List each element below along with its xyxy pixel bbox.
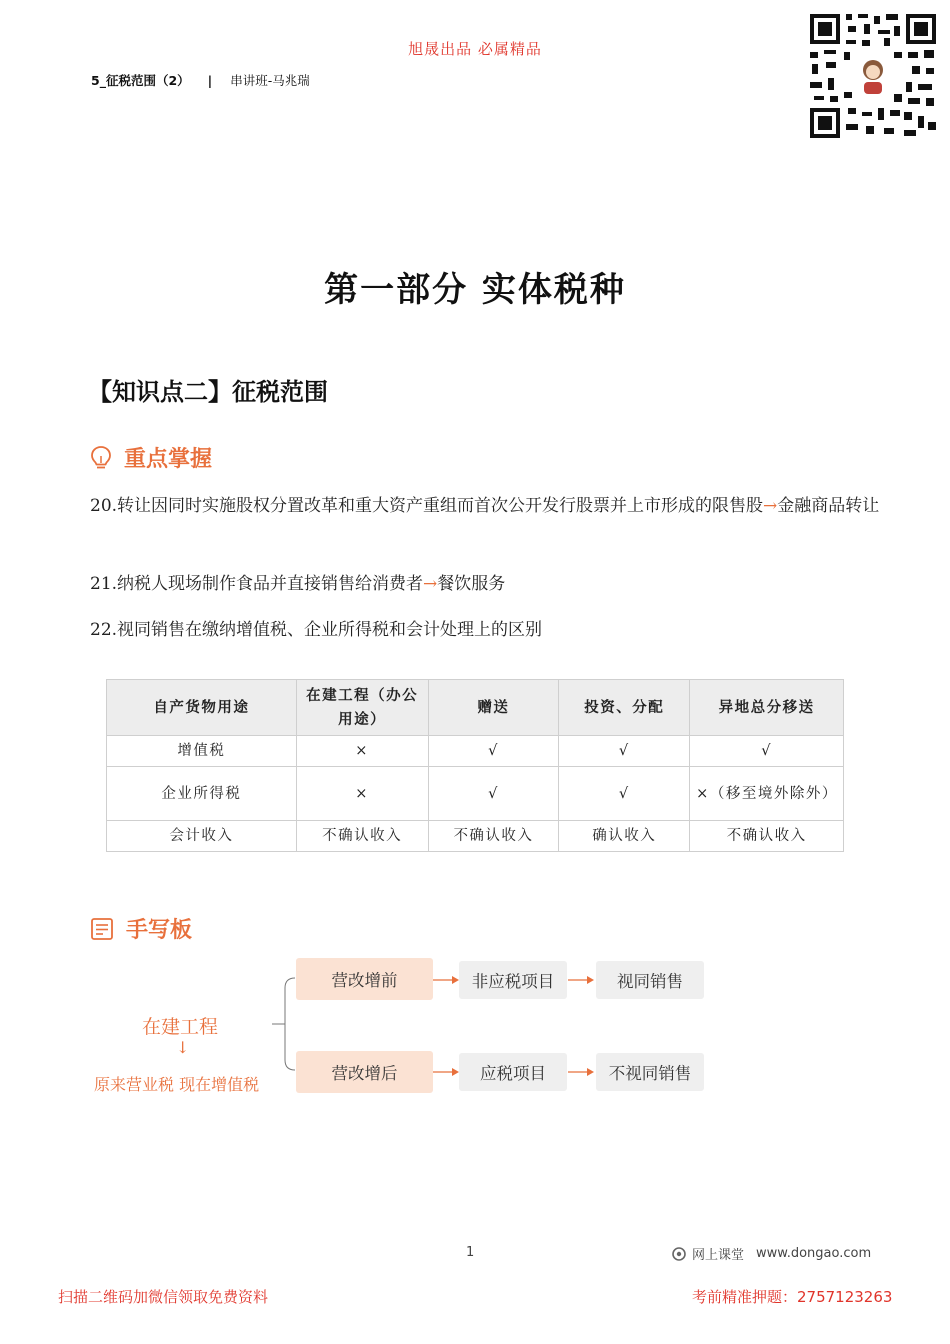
arrow-icon: → bbox=[763, 496, 778, 516]
table-header: 赠送 bbox=[428, 680, 559, 736]
promo-right: 考前精准押题：2757123263 bbox=[692, 1288, 893, 1306]
item-21 bbox=[90, 568, 880, 601]
table-cell: √ bbox=[559, 767, 690, 821]
site-url[interactable]: www.dongao.com bbox=[756, 1246, 872, 1261]
chapter-title: 5_征税范围（2） bbox=[91, 73, 190, 88]
header-separator: | bbox=[207, 72, 213, 88]
item-20-result: 金融商品转让 bbox=[777, 496, 880, 516]
knowledge-point-title: 【知识点二】征税范围 bbox=[88, 377, 328, 406]
key-points-label: 重点掌握 bbox=[124, 446, 213, 472]
table-cell: 会计收入 bbox=[107, 821, 297, 852]
flow-diagram bbox=[90, 950, 730, 1110]
key-points-heading bbox=[90, 442, 212, 473]
footer-site bbox=[672, 1244, 871, 1263]
running-header bbox=[91, 71, 310, 89]
table-cell: × bbox=[296, 736, 428, 767]
table-cell: 不确认收入 bbox=[428, 821, 559, 852]
branch-after-reform: 营改增后 bbox=[296, 1051, 433, 1093]
table-header: 在建工程（办公用途） bbox=[296, 680, 428, 736]
qr-code-icon bbox=[808, 12, 938, 140]
table-cell: 增值税 bbox=[107, 736, 297, 767]
item-21-text: 21.纳税人现场制作食品并直接销售给消费者 bbox=[90, 574, 424, 594]
table-row bbox=[107, 736, 844, 767]
branch-not-deemed-sale: 不视同销售 bbox=[596, 1053, 704, 1091]
diagram-root-label: 在建工程 bbox=[142, 1016, 219, 1038]
part-title: 第一部分 实体税种 bbox=[324, 270, 626, 310]
item-20-text: 20.转让因同时实施股权分置改革和重大资产重组而首次公开发行股票并上市形成的限售股 bbox=[90, 496, 764, 516]
promo-left: 扫描二维码加微信领取免费资料 bbox=[58, 1288, 269, 1306]
down-arrow-icon: ↓ bbox=[176, 1038, 190, 1057]
table-row bbox=[107, 767, 844, 821]
item-22 bbox=[90, 614, 880, 647]
table-cell: √ bbox=[428, 736, 559, 767]
item-21-result: 餐饮服务 bbox=[437, 574, 506, 594]
table-row bbox=[107, 821, 844, 852]
table-cell: 不确认收入 bbox=[296, 821, 428, 852]
branch-taxable: 应税项目 bbox=[459, 1053, 567, 1091]
table-cell: ×（移至境外除外） bbox=[690, 767, 844, 821]
table-cell: 确认收入 bbox=[559, 821, 690, 852]
page-number: 1 bbox=[466, 1245, 475, 1260]
table-header-row bbox=[107, 680, 844, 736]
table-cell: × bbox=[296, 767, 428, 821]
diagram-root-note: 原来营业税 现在增值税 bbox=[94, 1075, 260, 1094]
table-header: 投资、分配 bbox=[559, 680, 690, 736]
table-cell: 企业所得税 bbox=[107, 767, 297, 821]
site-label: 网上课堂 bbox=[692, 1248, 745, 1263]
branch-deemed-sale: 视同销售 bbox=[596, 961, 704, 999]
item-20 bbox=[90, 490, 880, 523]
branch-non-taxable: 非应税项目 bbox=[459, 961, 567, 999]
table-header: 自产货物用途 bbox=[107, 680, 297, 736]
handwriting-label: 手写板 bbox=[126, 917, 193, 943]
lightbulb-icon bbox=[90, 445, 112, 471]
table-cell: 不确认收入 bbox=[690, 821, 844, 852]
arrow-icon: → bbox=[423, 574, 438, 594]
comparison-table bbox=[106, 679, 844, 852]
handwriting-heading bbox=[90, 913, 192, 944]
table-cell: √ bbox=[690, 736, 844, 767]
item-22-text: 22.视同销售在缴纳增值税、企业所得税和会计处理上的区别 bbox=[90, 620, 543, 640]
site-logo-icon bbox=[672, 1247, 686, 1261]
table-header: 异地总分移送 bbox=[690, 680, 844, 736]
table-cell: √ bbox=[559, 736, 690, 767]
notepad-icon bbox=[90, 917, 114, 941]
table-cell: √ bbox=[428, 767, 559, 821]
brand-slogan: 旭晟出品 必属精品 bbox=[408, 40, 542, 58]
branch-before-reform: 营改增前 bbox=[296, 958, 433, 1000]
course-name: 串讲班-马兆瑞 bbox=[230, 73, 310, 88]
